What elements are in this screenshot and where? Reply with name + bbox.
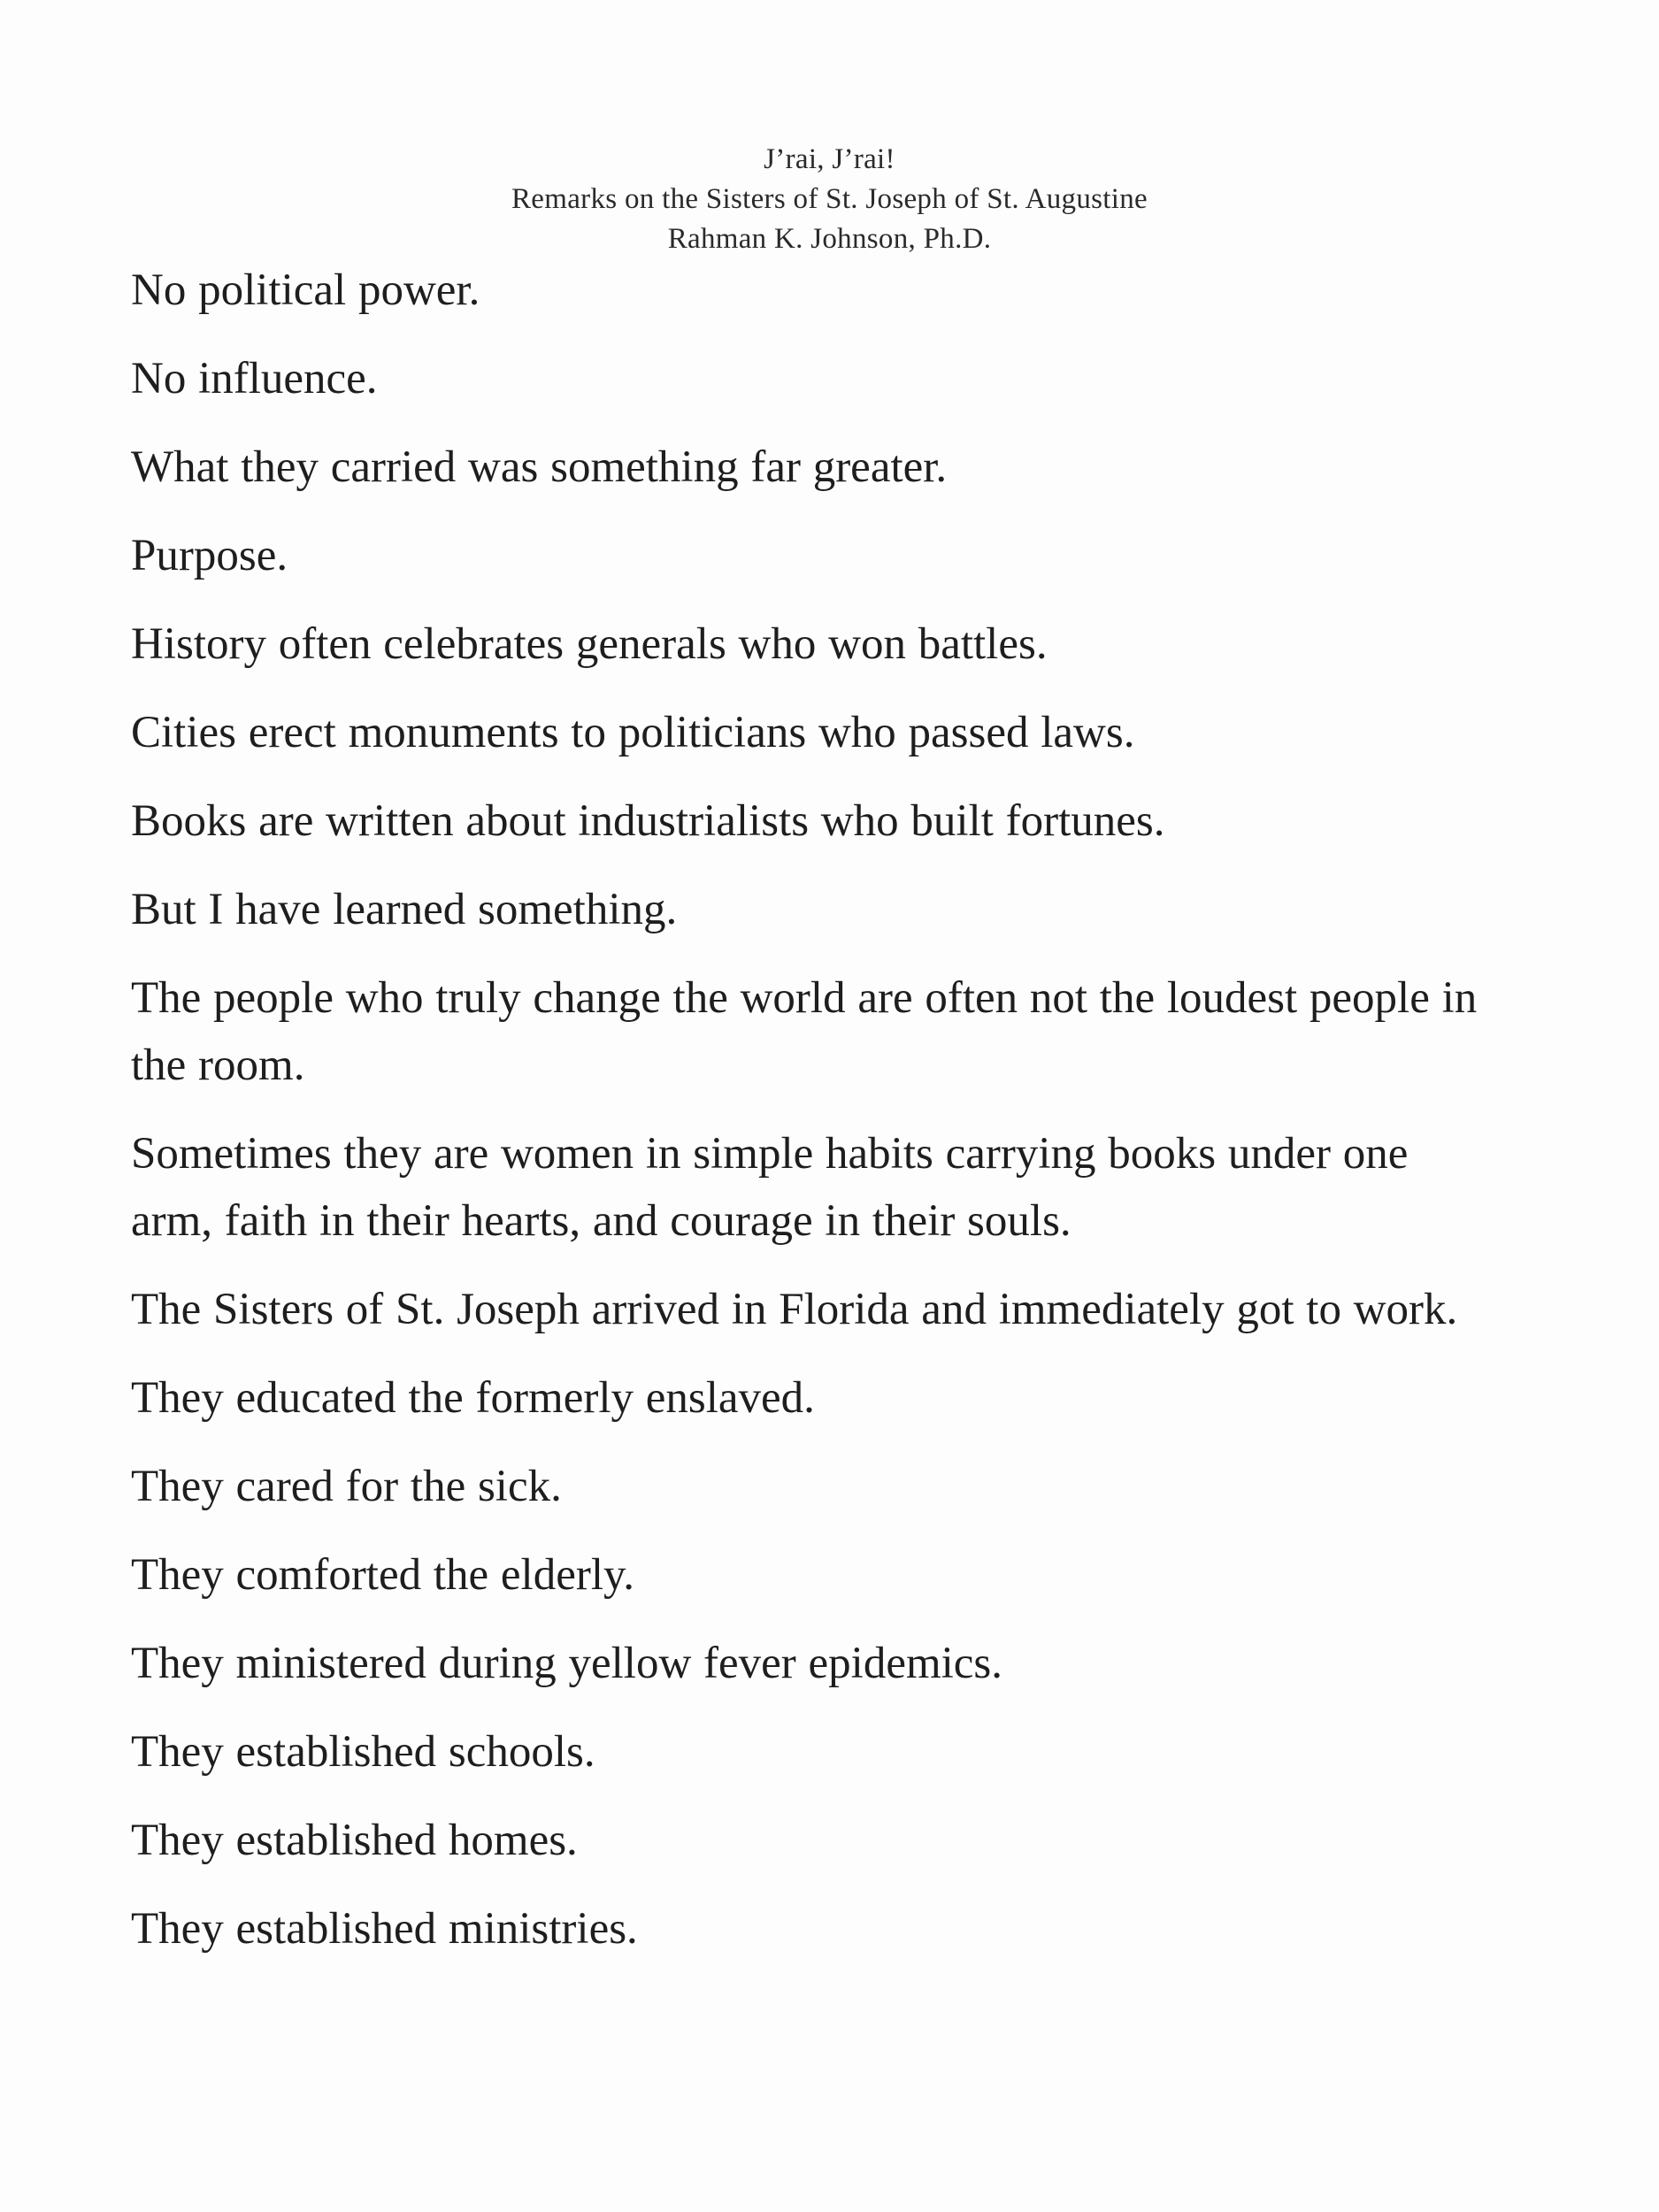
paragraph: They ministered during yellow fever epidemics. [131,1639,1003,1688]
paragraph: They established ministries. [131,1904,638,1954]
paragraph: The people who truly change the world are often not the loudest people in the room. [131,973,1478,1090]
paragraph: No influence. [131,354,378,403]
document-author: Rahman K. Johnson, Ph.D. [667,223,992,255]
paragraph: They educated the formerly enslaved. [131,1373,815,1423]
paragraph: Sometimes they are women in simple habits carrying books under one arm, faith in their hearts, and courage in their souls. [131,1129,1409,1246]
paragraph: Purpose. [131,531,288,580]
paragraph: But I have learned something. [131,885,678,934]
paragraph: They established homes. [131,1816,578,1865]
document-header [0,140,1659,259]
paragraph: History often celebrates generals who won battles. [131,619,1048,669]
paragraph: The Sisters of St. Joseph arrived in Florida and immediately got to work. [131,1285,1458,1334]
document-body [131,257,1485,1984]
paragraph: They established schools. [131,1727,595,1777]
paragraph: Books are written about industrialists who built fortunes. [131,796,1165,846]
paragraph: They cared for the sick. [131,1462,562,1511]
paragraph: No political power. [131,265,480,315]
paragraph: What they carried was something far greater. [131,442,948,492]
document-subtitle: Remarks on the Sisters of St. Joseph of St. Augustine [511,183,1148,215]
paragraph: They comforted the elderly. [131,1550,634,1600]
paragraph: Cities erect monuments to politicians who passed laws. [131,708,1135,757]
document-title: J’rai, J’rai! [764,143,895,175]
